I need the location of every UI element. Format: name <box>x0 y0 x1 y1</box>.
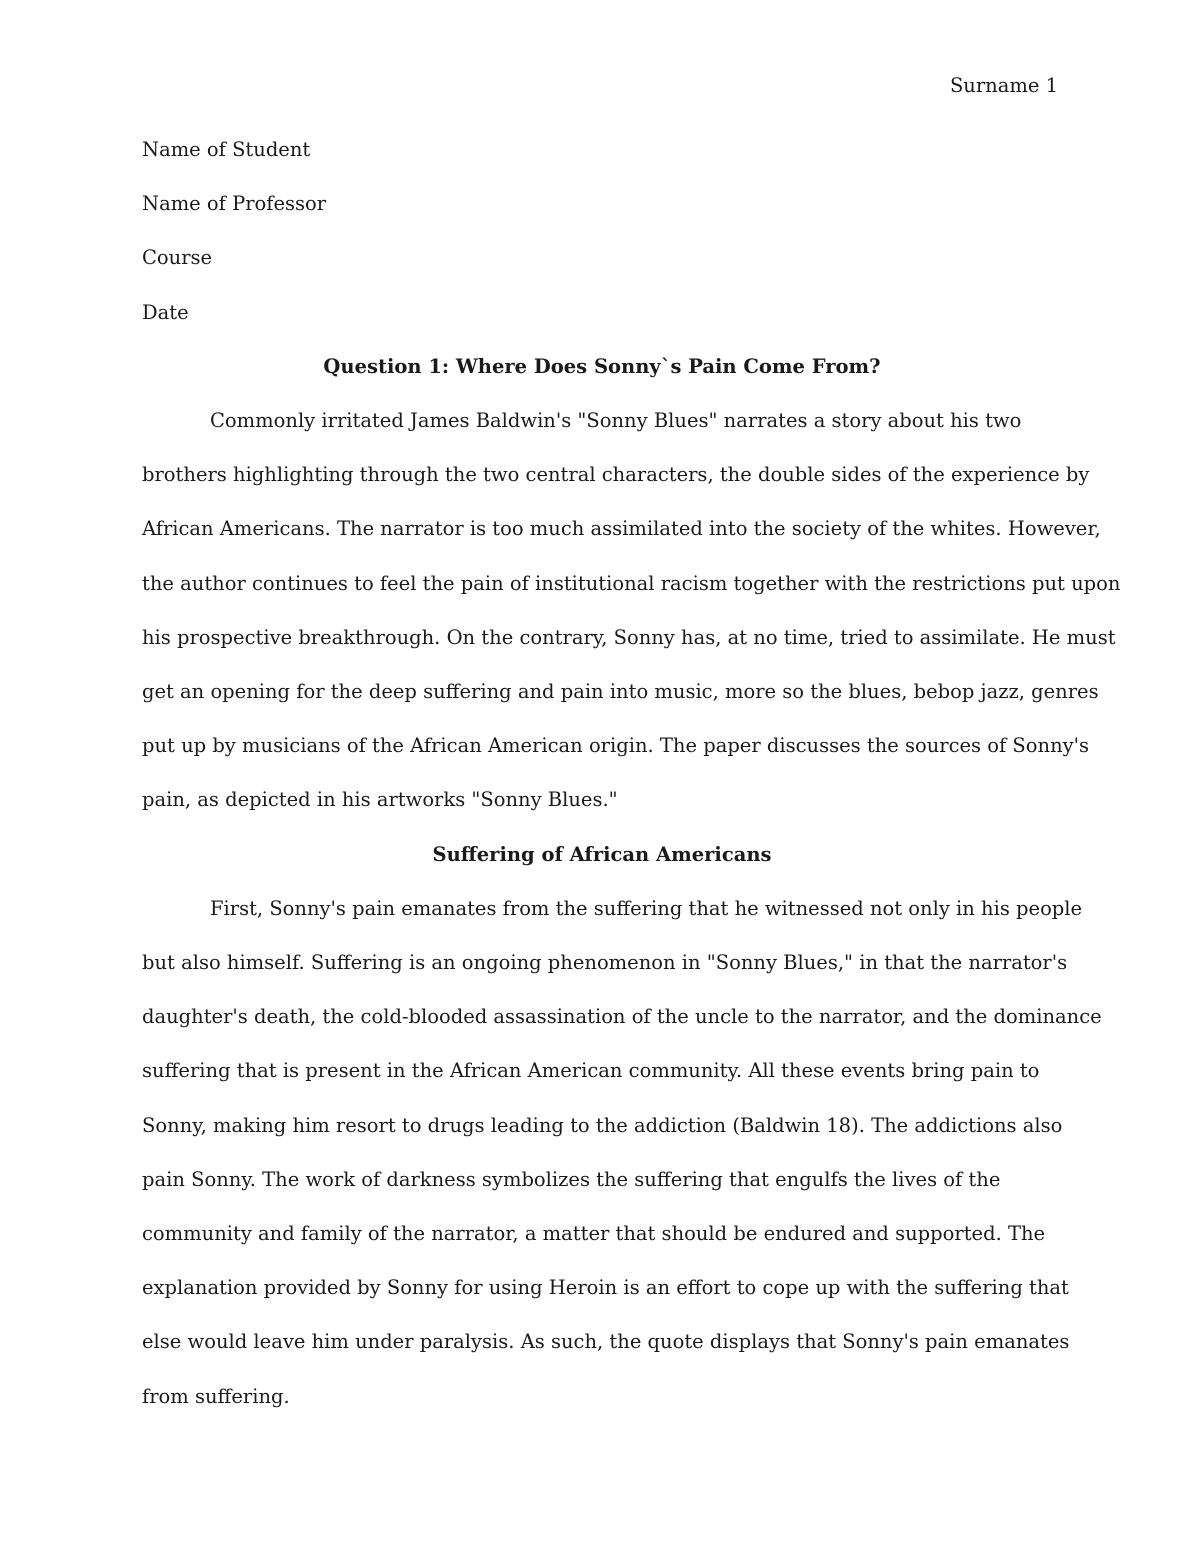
paragraph-line: but also himself. Suffering is an ongoing phenomenon in "Sonny Blues," in that the narrator's <box>142 951 1068 975</box>
paragraph-line: from suffering. <box>142 1384 290 1408</box>
document-title: Question 1: Where Does Sonny`s Pain Come From? <box>323 354 881 378</box>
paragraph-line: First, Sonny's pain emanates from the suffering that he witnessed not only in his people <box>210 896 1083 920</box>
professor-name: Name of Professor <box>142 192 327 216</box>
student-name: Name of Student <box>142 138 311 161</box>
paragraph-line: daughter's death, the cold-blooded assassination of the uncle to the narrator, and the dominance <box>142 1005 1102 1029</box>
paragraph-suffering <box>142 882 1102 1424</box>
paragraph-line: Commonly irritated James Baldwin's "Sonny Blues" narrates a story about his two <box>210 409 1022 433</box>
paragraph-line: pain Sonny. The work of darkness symbolizes the suffering that engulfs the lives of the <box>142 1167 1001 1191</box>
paragraph-introduction <box>142 394 1121 828</box>
paragraph-line: put up by musicians of the African American origin. The paper discusses the sources of Sonny's <box>142 734 1090 758</box>
paragraph-line: African Americans. The narrator is too much assimilated into the society of the whites. However, <box>142 517 1101 541</box>
paragraph-line: pain, as depicted in his artworks "Sonny Blues." <box>142 788 618 812</box>
paragraph-line: get an opening for the deep suffering and pain into music, more so the blues, bebop jazz, genres <box>142 680 1099 704</box>
paragraph-line: his prospective breakthrough. On the contrary, Sonny has, at no time, tried to assimilate. He must <box>142 625 1116 649</box>
section-heading: Suffering of African Americans <box>432 842 772 866</box>
paragraph-line: suffering that is present in the African American community. All these events bring pain to <box>142 1059 1040 1083</box>
paragraph-line: else would leave him under paralysis. As such, the quote displays that Sonny's pain emanates <box>142 1330 1070 1354</box>
paragraph-line: community and family of the narrator, a matter that should be endured and supported. The <box>142 1222 1046 1246</box>
paragraph-line: Sonny, making him resort to drugs leading to the addiction (Baldwin 18). The addictions also <box>142 1113 1063 1137</box>
date-line: Date <box>142 300 189 324</box>
paragraph-line: the author continues to feel the pain of institutional racism together with the restrictions put upon <box>142 571 1121 595</box>
paragraph-line: explanation provided by Sonny for using Heroin is an effort to cope up with the suffering that <box>142 1276 1069 1300</box>
paragraph-line: brothers highlighting through the two central characters, the double sides of the experience by <box>142 463 1090 487</box>
document-body <box>142 123 1121 1424</box>
running-head: Surname 1 <box>949 74 1058 97</box>
course-name: Course <box>142 246 213 270</box>
